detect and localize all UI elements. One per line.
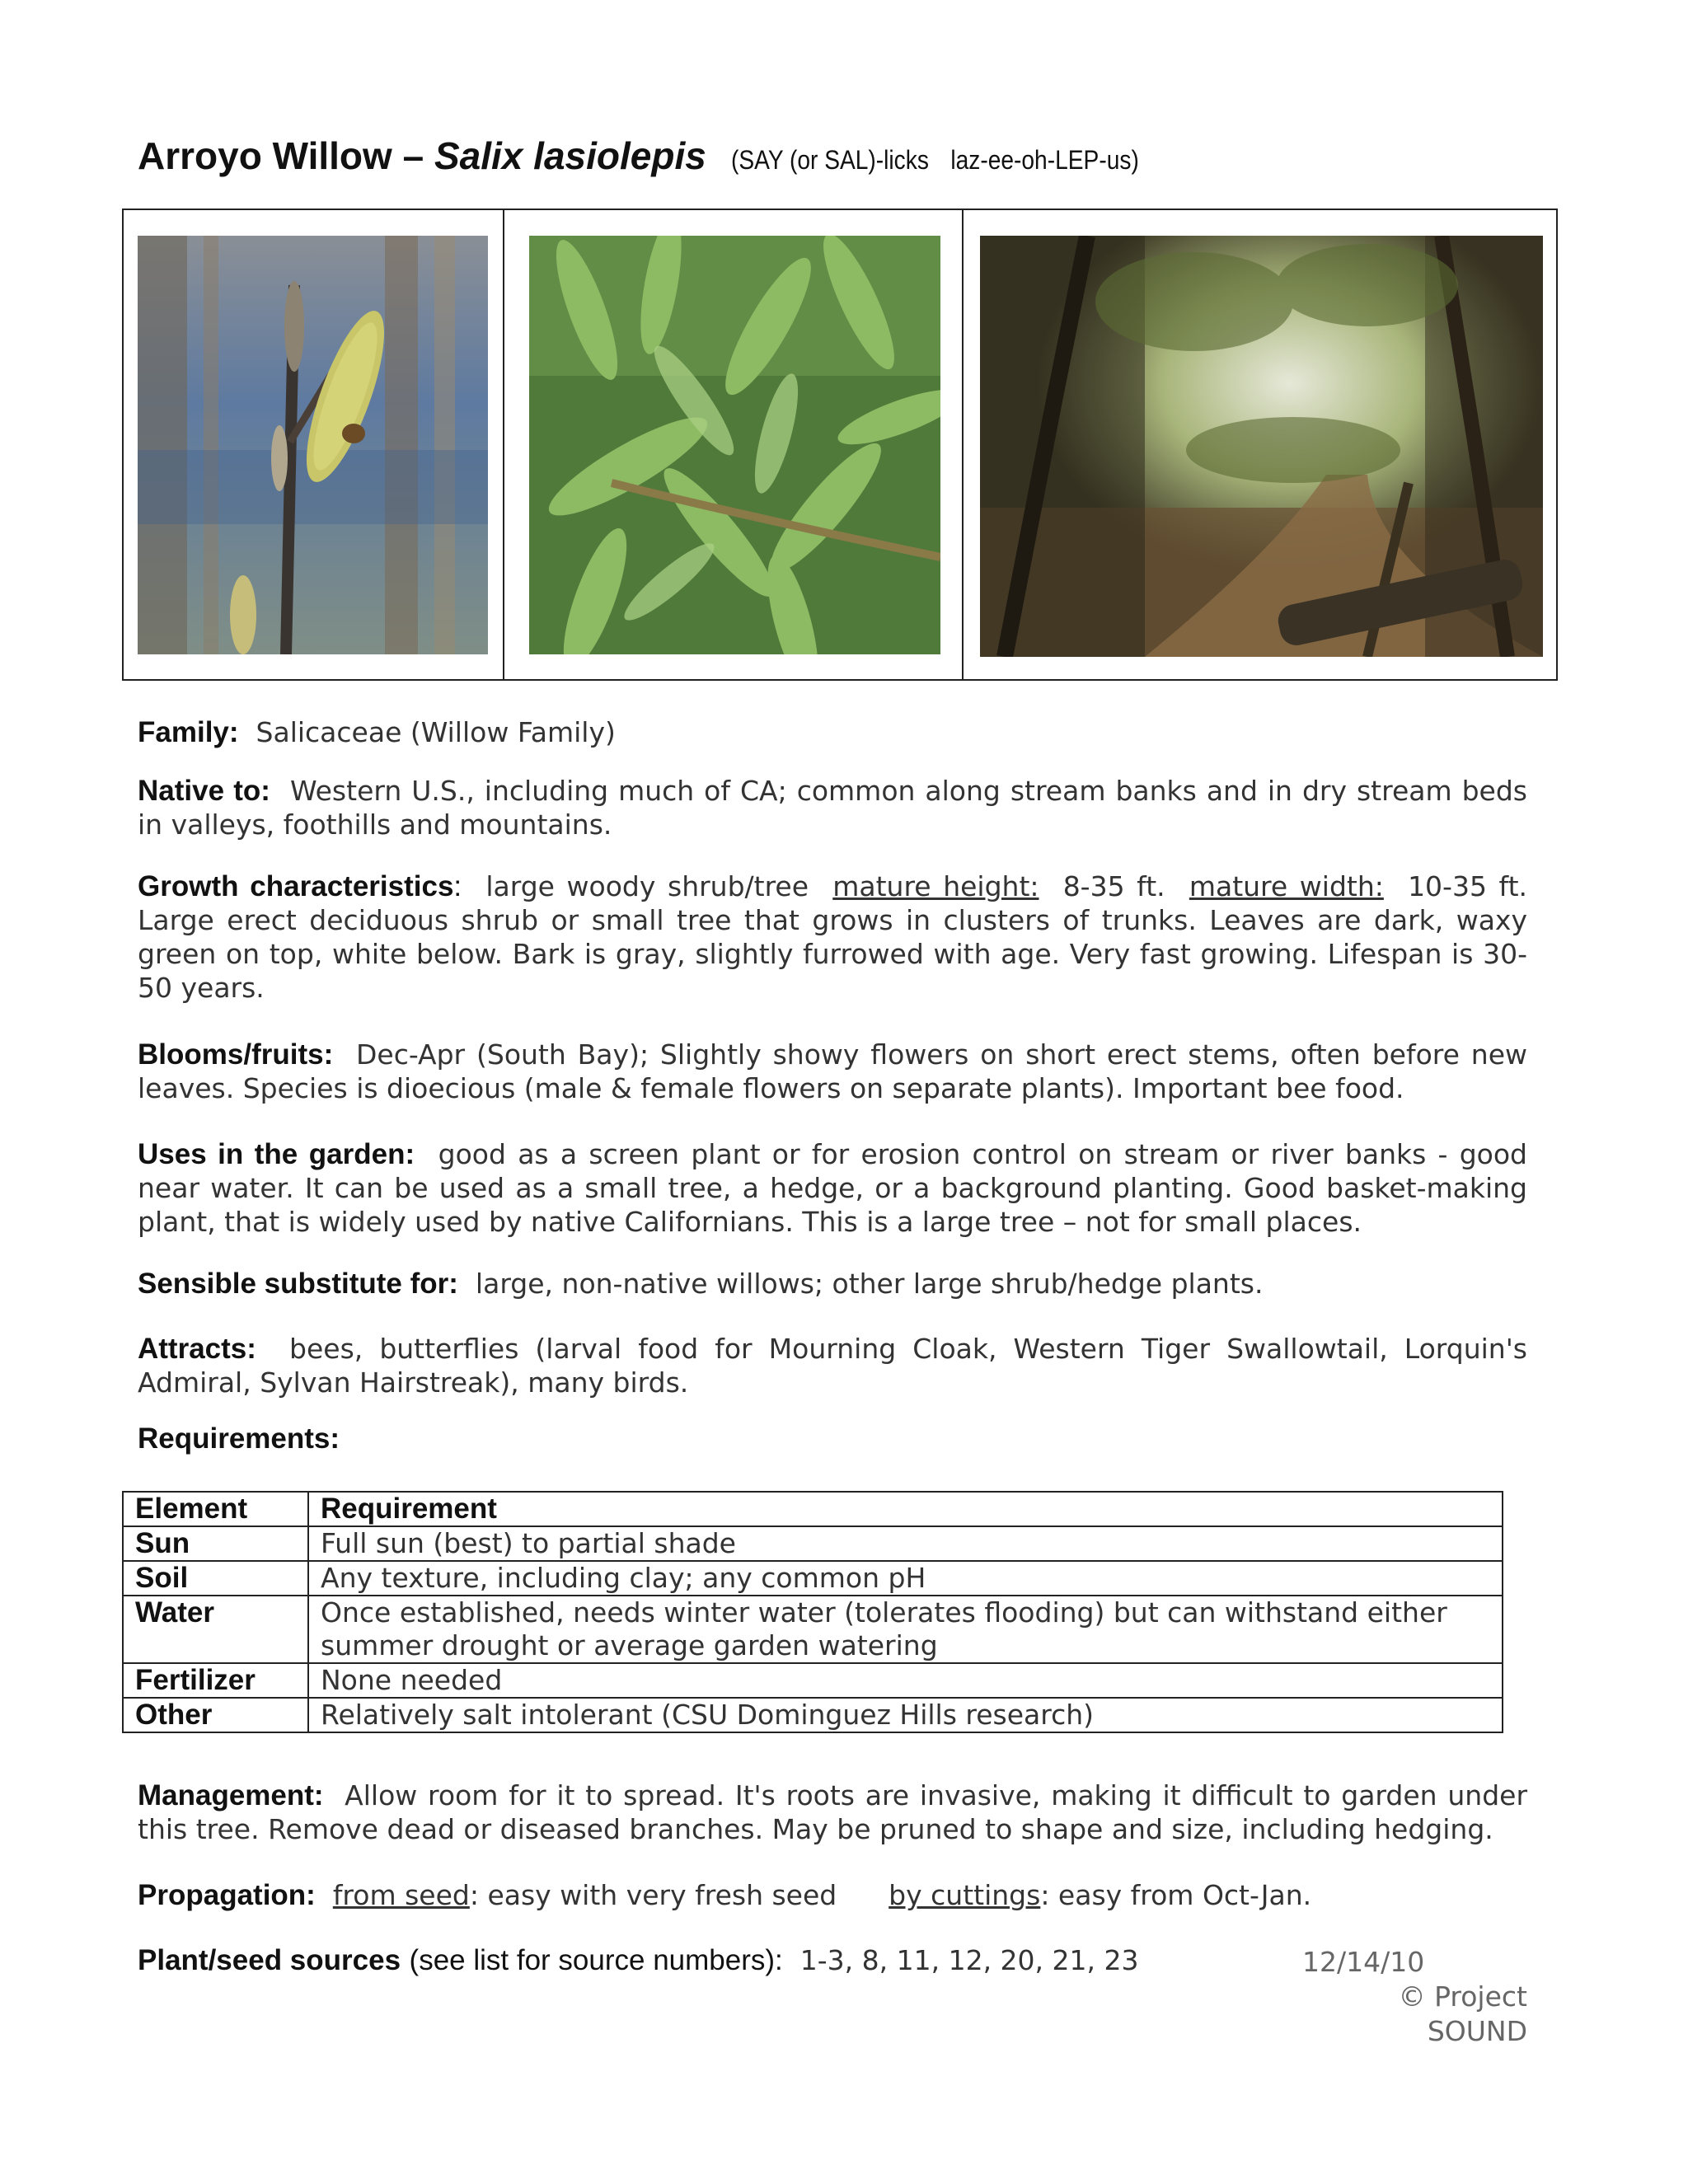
requirements-table	[122, 1491, 1503, 1733]
common-name: Arroyo Willow –	[138, 134, 434, 177]
propagation-label: Propagation:	[138, 1879, 316, 1911]
pronunciation: (SAY (or SAL)-licks laz-ee-oh-LEP-us)	[730, 145, 1139, 175]
table-header-element: Element	[123, 1492, 308, 1526]
willow-grove-photo	[980, 236, 1543, 657]
by-cuttings-text: : easy from Oct-Jan.	[1040, 1879, 1312, 1911]
scientific-name: Salix lasiolepis	[434, 134, 706, 177]
substitute-section	[138, 1267, 1527, 1301]
mature-height-label: mature height:	[832, 870, 1039, 902]
substitute-label: Sensible substitute for:	[138, 1268, 458, 1300]
leaves-image	[529, 236, 940, 654]
table-cell-element: Water	[123, 1596, 308, 1663]
page-title	[138, 134, 1194, 178]
table-cell-requirement: Full sun (best) to partial shade	[308, 1526, 1503, 1561]
sources-note: (see list for source numbers):	[409, 1944, 783, 1976]
table-cell-element: Soil	[123, 1561, 308, 1596]
growth-text: Large erect deciduous shrub or small tree that grows in clusters of trunks. Leaves are dark, waxy green on top, white below. Bark is gray, slightly furrowed with age. Very fast growing. Lifespan is 30-50 years.	[138, 904, 1527, 1004]
family-label: Family:	[138, 716, 239, 748]
by-cuttings-label: by cuttings	[889, 1879, 1041, 1911]
attracts-section	[138, 1332, 1527, 1399]
attracts-text: bees, butterflies (larval food for Mourning Cloak, Western Tiger Swallowtail, Lorquin's Admiral, Sylvan Hairstreak), many birds.	[138, 1333, 1527, 1399]
table-cell-requirement: None needed	[308, 1663, 1503, 1698]
management-label: Management:	[138, 1779, 324, 1811]
growth-label: Growth characteristics:	[138, 870, 462, 902]
growth-type: large woody shrub/tree	[485, 870, 809, 902]
propagation-section	[138, 1878, 1527, 1912]
family-section	[138, 715, 1527, 749]
table-cell-requirement: Once established, needs winter water (tolerates flooding) but can withstand either summer drought or average garden watering	[308, 1596, 1503, 1663]
requirements-label: Requirements:	[138, 1422, 340, 1455]
table-header-requirement: Requirement	[308, 1492, 1503, 1526]
growth-section	[138, 869, 1527, 1005]
footer-date-copyright	[1302, 1945, 1527, 2049]
native-text: Western U.S., including much of CA; common along stream banks and in dry stream beds in valleys, foothills and mountains.	[138, 775, 1528, 841]
catkin-photo	[138, 236, 488, 654]
photo-strip	[122, 209, 1558, 681]
photo-divider	[962, 210, 964, 679]
uses-label: Uses in the garden:	[138, 1138, 415, 1170]
catkin-image	[138, 236, 488, 654]
leaves-photo	[529, 236, 940, 654]
native-label: Native to:	[138, 775, 270, 807]
mature-width-value: 10-35 ft.	[1408, 870, 1528, 902]
table-cell-element: Sun	[123, 1526, 308, 1561]
photo-divider	[503, 210, 504, 679]
sources-numbers: 1-3, 8, 11, 12, 20, 21, 23	[799, 1944, 1139, 1976]
table-row	[123, 1663, 1503, 1698]
blooms-label: Blooms/fruits:	[138, 1038, 334, 1071]
uses-text: good as a screen plant or for erosion control on stream or river banks - good near water. It can be used as a small tree, a hedge, or a background planting. Good basket-making plant, that is widely used by native Californians. This is a large tree – not for small places.	[138, 1138, 1528, 1238]
family-text: Salicaceae (Willow Family)	[256, 716, 616, 748]
from-seed-label: from seed	[332, 1879, 470, 1911]
native-section	[138, 774, 1527, 841]
table-cell-requirement: Any texture, including clay; any common pH	[308, 1561, 1503, 1596]
table-cell-requirement: Relatively salt intolerant (CSU Dominguez Hills research)	[308, 1698, 1503, 1732]
blooms-section	[138, 1038, 1527, 1105]
sheet-date: 12/14/10	[1302, 1946, 1425, 1978]
grove-image	[980, 236, 1543, 657]
copyright: © Project SOUND	[1398, 1980, 1527, 2047]
table-cell-element: Fertilizer	[123, 1663, 308, 1698]
table-cell-element: Other	[123, 1698, 308, 1732]
table-row	[123, 1561, 1503, 1596]
table-header-row	[123, 1492, 1503, 1526]
mature-height-value: 8-35 ft.	[1062, 870, 1165, 902]
mature-width-label: mature width:	[1189, 870, 1384, 902]
from-seed-text: : easy with very fresh seed	[469, 1879, 837, 1911]
attracts-label: Attracts:	[138, 1333, 256, 1365]
uses-section	[138, 1137, 1527, 1239]
blooms-text: Dec-Apr (South Bay); Slightly showy flowers on short erect stems, often before new leaves. Species is dioecious (male & female flowers on separate plants). Important bee food.	[138, 1038, 1527, 1104]
table-row	[123, 1596, 1503, 1663]
sources-label: Plant/seed sources	[138, 1944, 401, 1976]
substitute-text: large, non-native willows; other large shrub/hedge plants.	[475, 1268, 1264, 1300]
table-row	[123, 1526, 1503, 1561]
management-section	[138, 1779, 1527, 1846]
management-text: Allow room for it to spread. It's roots are invasive, making it difficult to garden under this tree. Remove dead or diseased branches. May be pruned to shape and size, including hedging.	[138, 1779, 1528, 1845]
requirements-section	[138, 1422, 1527, 1455]
table-row	[123, 1698, 1503, 1732]
